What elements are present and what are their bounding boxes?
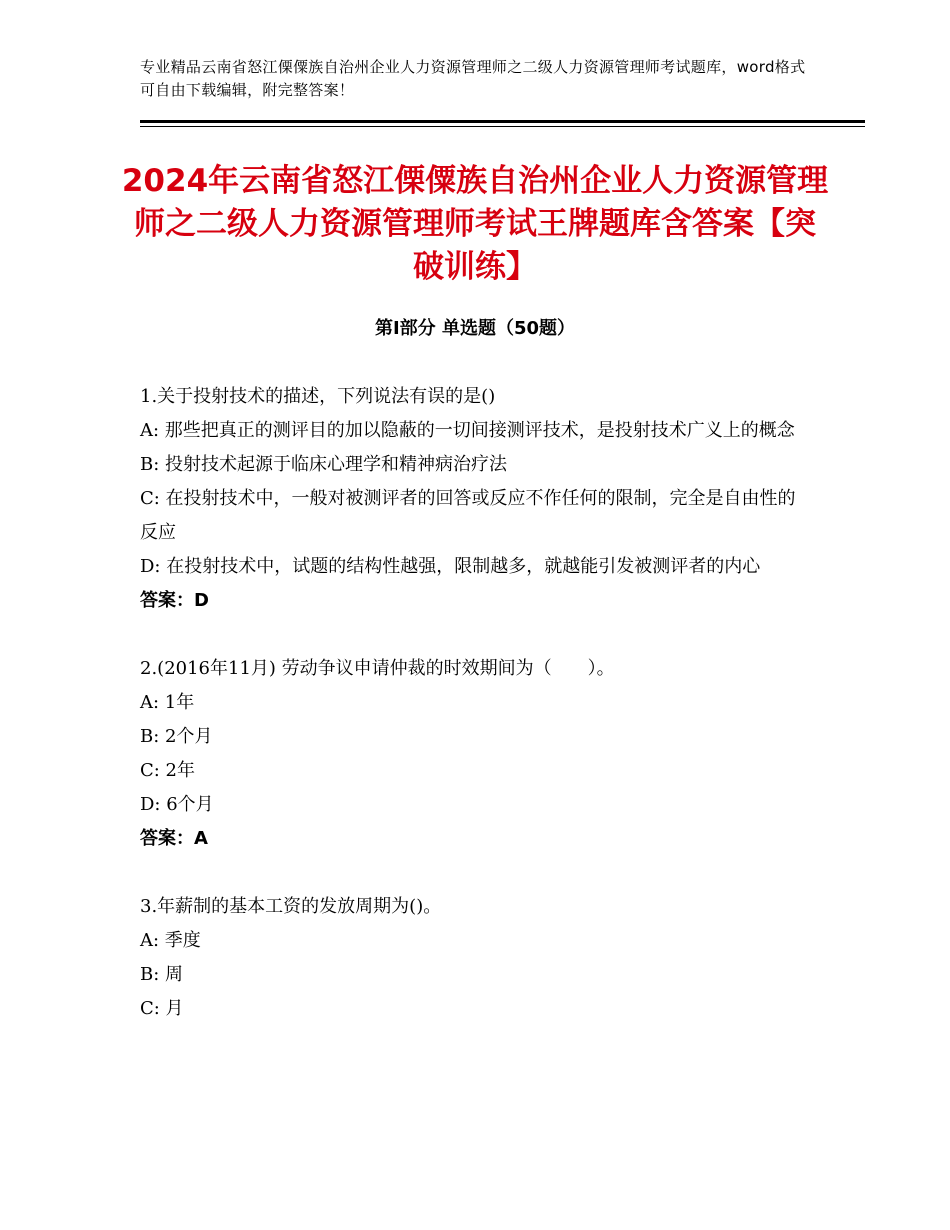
question-stem: 3.年薪制的基本工资的发放周期为()。 bbox=[140, 896, 442, 917]
option-d: D: 6个月 bbox=[140, 794, 214, 815]
option-b: B: 2个月 bbox=[140, 726, 213, 747]
header-divider-thin bbox=[140, 126, 865, 127]
option-b: B: 周 bbox=[140, 964, 184, 985]
question-3 bbox=[140, 890, 810, 1026]
option-c: C: 在投射技术中，一般对被测评者的回答或反应不作任何的限制，完全是自由性的反应 bbox=[140, 488, 796, 543]
option-a: A: 季度 bbox=[140, 930, 201, 951]
header-note: 专业精品云南省怒江傈僳族自治州企业人力资源管理师之二级人力资源管理师考试题库，word格式可自由下载编辑，附完整答案！ bbox=[140, 58, 806, 99]
question-stem: 1.关于投射技术的描述，下列说法有误的是() bbox=[140, 386, 496, 407]
option-a: A: 1年 bbox=[140, 692, 195, 713]
document-title: 2024年云南省怒江傈僳族自治州企业人力资源管理师之二级人力资源管理师考试王牌题库含答案【突破训练】 bbox=[121, 163, 829, 285]
option-c: C: 2年 bbox=[140, 760, 196, 781]
option-c: C: 月 bbox=[140, 998, 184, 1019]
question-list bbox=[140, 380, 810, 1060]
answer: 答案：D bbox=[140, 590, 209, 611]
question-1 bbox=[140, 380, 810, 618]
section-title: 第Ⅰ部分 单选题（50题） bbox=[374, 318, 575, 339]
question-2 bbox=[140, 652, 810, 856]
option-d: D: 在投射技术中，试题的结构性越强，限制越多，就越能引发被测评者的内心 bbox=[140, 556, 761, 577]
question-stem: 2.(2016年11月) 劳动争议申请仲裁的时效期间为（ ）。 bbox=[140, 658, 615, 679]
answer: 答案：A bbox=[140, 828, 208, 849]
option-a: A: 那些把真正的测评目的加以隐蔽的一切间接测评技术，是投射技术广义上的概念 bbox=[140, 420, 795, 441]
option-b: B: 投射技术起源于临床心理学和精神病治疗法 bbox=[140, 454, 508, 475]
header-divider-thick bbox=[140, 120, 865, 123]
